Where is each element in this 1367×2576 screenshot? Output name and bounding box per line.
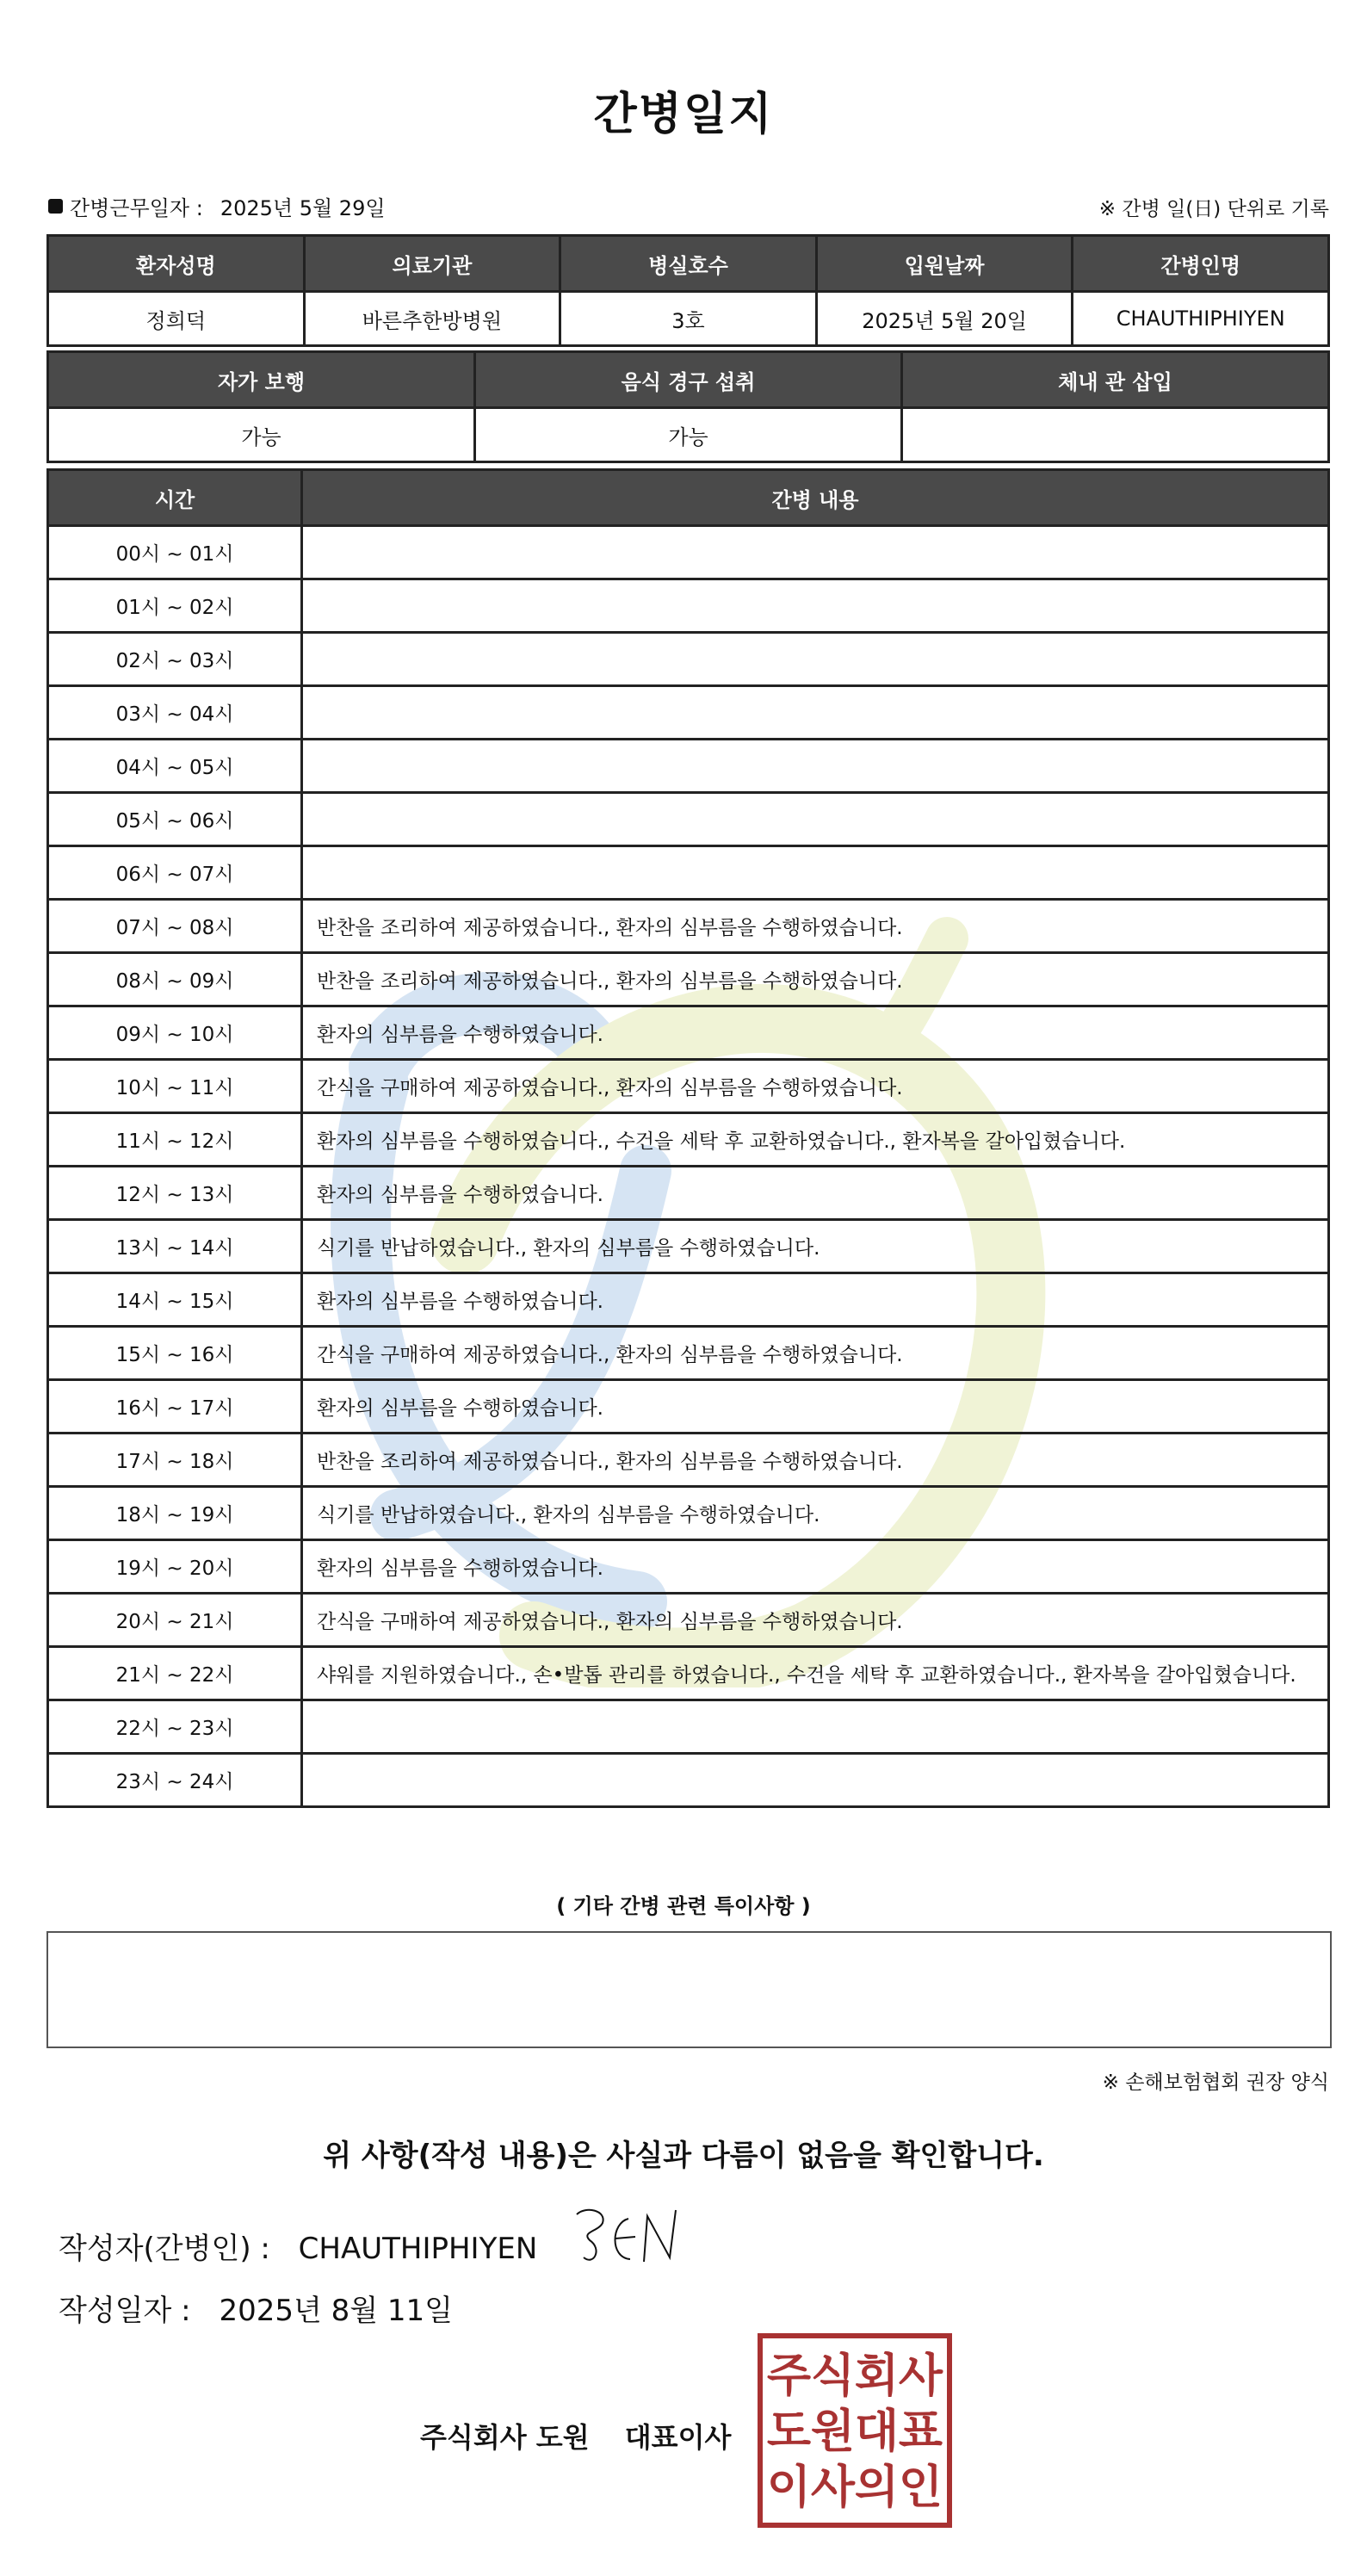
time-cell: 10시 ~ 11시 <box>48 1060 302 1113</box>
header-patient-name: 환자성명 <box>48 236 305 292</box>
time-cell: 18시 ~ 19시 <box>48 1487 302 1540</box>
write-date-line <box>59 2287 453 2329</box>
write-date-value: 2025년 8월 11일 <box>219 2294 454 2328</box>
time-cell: 09시 ~ 10시 <box>48 1006 302 1060</box>
self-walking-value: 가능 <box>48 408 475 462</box>
time-cell: 07시 ~ 08시 <box>48 900 302 953</box>
recommend-note: ※ 손해보험협회 권장 양식 <box>1102 2071 1329 2094</box>
care-content-cell: 반찬을 조리하여 제공하였습니다., 환자의 심부름을 수행하였습니다. <box>302 1434 1329 1487</box>
table-row <box>48 846 1329 900</box>
company-line <box>420 2416 731 2455</box>
table-row <box>48 686 1329 740</box>
care-content-cell: 식기를 반납하였습니다., 환자의 심부름을 수행하였습니다. <box>302 1487 1329 1540</box>
table-row <box>48 900 1329 953</box>
seal-glyph: 사 <box>810 2461 856 2514</box>
caregiver-name: CHAUTHIPHIYEN <box>1073 292 1329 346</box>
care-content-cell <box>302 793 1329 846</box>
table-row <box>48 1647 1329 1700</box>
company-name: 주식회사 도원 <box>420 2421 590 2454</box>
header-care-content: 간병 내용 <box>302 470 1329 526</box>
work-date-value: 2025년 5월 29일 <box>220 196 386 220</box>
table-row <box>48 1487 1329 1540</box>
record-note: ※ 간병 일(日) 단위로 기록 <box>1098 198 1329 220</box>
time-cell: 23시 ~ 24시 <box>48 1754 302 1807</box>
seal-glyph: 원 <box>810 2405 856 2458</box>
remarks-box <box>46 1931 1332 2048</box>
patient-name: 정희덕 <box>48 292 305 346</box>
table-row <box>48 1434 1329 1487</box>
table-row <box>48 526 1329 579</box>
seal-glyph: 회 <box>854 2349 900 2402</box>
room-number: 3호 <box>560 292 817 346</box>
care-content-cell: 간식을 구매하여 제공하였습니다., 환자의 심부름을 수행하였습니다. <box>302 1327 1329 1380</box>
time-cell: 14시 ~ 15시 <box>48 1273 302 1327</box>
care-content-cell <box>302 846 1329 900</box>
table-row <box>48 1540 1329 1594</box>
care-content-cell <box>302 526 1329 579</box>
care-content-cell: 환자의 심부름을 수행하였습니다. <box>302 1380 1329 1434</box>
work-date-label: 간병근무일자 : <box>70 196 203 220</box>
seal-glyph: 의 <box>854 2461 900 2514</box>
seal-glyphs <box>766 2342 943 2519</box>
seal-glyph: 사 <box>898 2349 943 2402</box>
time-cell: 08시 ~ 09시 <box>48 953 302 1006</box>
header-admission-date: 입원날짜 <box>816 236 1073 292</box>
time-cell: 21시 ~ 22시 <box>48 1647 302 1700</box>
table-row <box>48 1220 1329 1273</box>
table-row <box>48 1167 1329 1220</box>
writer-name: CHAUTHIPHIYEN <box>298 2232 538 2266</box>
care-content-cell: 반찬을 조리하여 제공하였습니다., 환자의 심부름을 수행하였습니다. <box>302 900 1329 953</box>
seal-glyph: 식 <box>810 2349 856 2402</box>
time-cell: 20시 ~ 21시 <box>48 1594 302 1647</box>
seal-glyph: 표 <box>898 2405 943 2458</box>
writer-label: 작성자(간병인) : <box>59 2232 270 2266</box>
care-content-cell <box>302 579 1329 633</box>
header-room: 병실호수 <box>560 236 817 292</box>
time-cell: 11시 ~ 12시 <box>48 1113 302 1167</box>
header-time: 시간 <box>48 470 302 526</box>
table-row <box>48 1700 1329 1754</box>
time-cell: 06시 ~ 07시 <box>48 846 302 900</box>
care-content-cell: 환자의 심부름을 수행하였습니다. <box>302 1167 1329 1220</box>
header-caregiver-name: 간병인명 <box>1073 236 1329 292</box>
table-row <box>48 1113 1329 1167</box>
time-cell: 13시 ~ 14시 <box>48 1220 302 1273</box>
table-row <box>48 1754 1329 1807</box>
page-title: 간병일지 <box>593 89 774 140</box>
time-cell: 12시 ~ 13시 <box>48 1167 302 1220</box>
time-cell: 02시 ~ 03시 <box>48 633 302 686</box>
table-row <box>48 1327 1329 1380</box>
header-self-walking: 자가 보행 <box>48 352 475 408</box>
time-cell: 03시 ~ 04시 <box>48 686 302 740</box>
write-date-label: 작성일자 : <box>59 2294 191 2328</box>
care-content-cell: 환자의 심부름을 수행하였습니다., 수건을 세탁 후 교환하였습니다., 환자복을 갈아입혔습니다. <box>302 1113 1329 1167</box>
writer-line <box>59 2225 537 2267</box>
table-row <box>48 740 1329 793</box>
time-cell: 15시 ~ 16시 <box>48 1327 302 1380</box>
seal-glyph: 인 <box>898 2461 943 2514</box>
table-row <box>48 579 1329 633</box>
table-row <box>48 1594 1329 1647</box>
care-log-table <box>46 468 1330 1808</box>
representative-title: 대표이사 <box>624 2421 732 2454</box>
square-bullet-icon <box>48 199 63 214</box>
time-cell: 05시 ~ 06시 <box>48 793 302 846</box>
care-content-cell: 환자의 심부름을 수행하였습니다. <box>302 1273 1329 1327</box>
company-seal-stamp <box>758 2333 952 2528</box>
seal-glyph: 주 <box>766 2349 812 2402</box>
header-oral-intake: 음식 경구 섭취 <box>475 352 902 408</box>
care-content-cell: 식기를 반납하였습니다., 환자의 심부름을 수행하였습니다. <box>302 1220 1329 1273</box>
seal-glyph: 이 <box>766 2461 812 2514</box>
care-content-cell <box>302 1700 1329 1754</box>
table-row <box>48 1380 1329 1434</box>
time-cell: 04시 ~ 05시 <box>48 740 302 793</box>
time-cell: 17시 ~ 18시 <box>48 1434 302 1487</box>
work-date-line <box>48 191 386 221</box>
time-cell: 00시 ~ 01시 <box>48 526 302 579</box>
seal-glyph: 도 <box>766 2405 812 2458</box>
handwritten-signature <box>568 2197 689 2275</box>
table-row <box>48 1273 1329 1327</box>
care-content-cell: 환자의 심부름을 수행하였습니다. <box>302 1540 1329 1594</box>
care-content-cell <box>302 740 1329 793</box>
care-content-cell: 샤워를 지원하였습니다., 손•발톱 관리를 하였습니다., 수건을 세탁 후 교환하였습니다., 환자복을 갈아입혔습니다. <box>302 1647 1329 1700</box>
time-cell: 19시 ~ 20시 <box>48 1540 302 1594</box>
care-content-cell <box>302 1754 1329 1807</box>
hospital-name: 바른추한방병원 <box>304 292 560 346</box>
table-row <box>48 953 1329 1006</box>
patient-info-table <box>46 234 1330 347</box>
remarks-title: ( 기타 간병 관련 특이사항 ) <box>556 1894 811 1918</box>
seal-glyph: 대 <box>854 2405 900 2458</box>
time-cell: 22시 ~ 23시 <box>48 1700 302 1754</box>
table-row <box>48 633 1329 686</box>
admission-date: 2025년 5월 20일 <box>816 292 1073 346</box>
table-row <box>48 1060 1329 1113</box>
table-row <box>48 1006 1329 1060</box>
care-content-cell: 간식을 구매하여 제공하였습니다., 환자의 심부름을 수행하였습니다. <box>302 1594 1329 1647</box>
patient-status-table <box>46 350 1330 463</box>
time-cell: 01시 ~ 02시 <box>48 579 302 633</box>
time-cell: 16시 ~ 17시 <box>48 1380 302 1434</box>
header-tube-insertion: 체내 관 삽입 <box>902 352 1329 408</box>
care-content-cell: 반찬을 조리하여 제공하였습니다., 환자의 심부름을 수행하였습니다. <box>302 953 1329 1006</box>
oral-intake-value: 가능 <box>475 408 902 462</box>
care-content-cell <box>302 686 1329 740</box>
table-row <box>48 793 1329 846</box>
care-content-cell <box>302 633 1329 686</box>
confirmation-statement: 위 사항(작성 내용)은 사실과 다름이 없음을 확인합니다. <box>323 2139 1044 2173</box>
header-hospital: 의료기관 <box>304 236 560 292</box>
tube-insertion-value <box>902 408 1329 462</box>
care-content-cell: 환자의 심부름을 수행하였습니다. <box>302 1006 1329 1060</box>
care-content-cell: 간식을 구매하여 제공하였습니다., 환자의 심부름을 수행하였습니다. <box>302 1060 1329 1113</box>
